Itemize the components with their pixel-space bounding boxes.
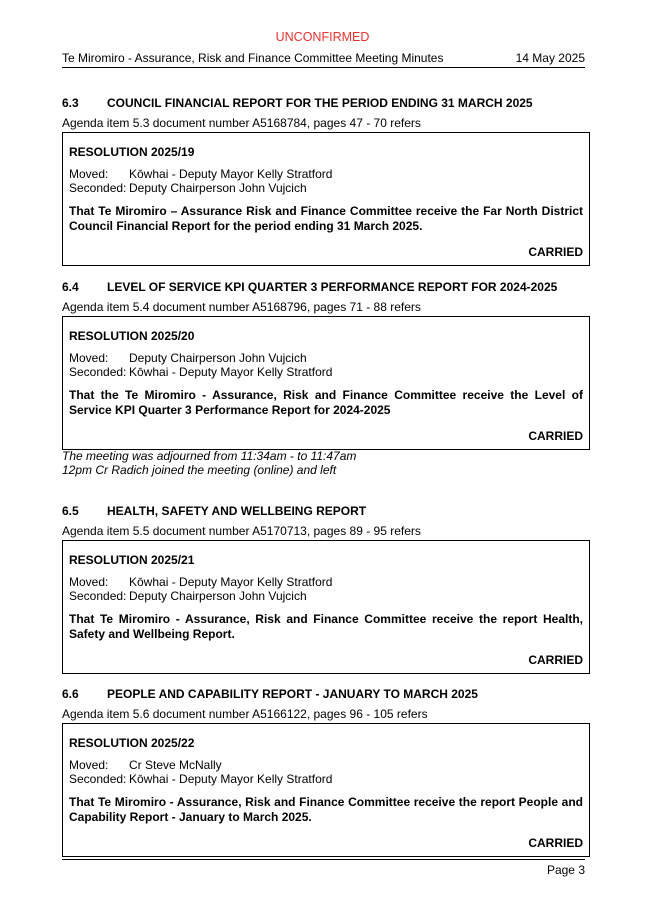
outcome: CARRIED [528,836,583,850]
moved-by: Deputy Chairperson John Vujcich [129,351,307,365]
note-line: 12pm Cr Radich joined the meeting (online) and left [62,463,337,477]
seconded-label: Seconded: [69,772,127,786]
section-title: LEVEL OF SERVICE KPI QUARTER 3 PERFORMANCE REPORT FOR 2024-2025 [107,280,558,294]
resolution-text: That Te Miromiro - Assurance, Risk and Finance Committee receive the report People and Capability Report - January to March 2025. [69,795,583,824]
outcome: CARRIED [528,429,583,443]
page-header [62,51,585,68]
resolution-box [62,540,590,674]
section-title: HEALTH, SAFETY AND WELLBEING REPORT [107,504,367,518]
header-title: Te Miromiro - Assurance, Risk and Finance Committee Meeting Minutes [62,51,444,65]
seconded-label: Seconded: [69,181,127,195]
section-heading [62,96,590,112]
moved-by: Cr Steve McNally [129,758,222,772]
section-number: 6.6 [62,687,79,701]
agenda-reference: Agenda item 5.3 document number A5168784, pages 47 - 70 refers [62,116,421,130]
section-6-5 [62,504,590,674]
resolution-text: That Te Miromiro - Assurance, Risk and Finance Committee receive the report Health, Safety and Wellbeing Report. [69,612,583,641]
moved-label: Moved: [69,758,109,772]
resolution-title: RESOLUTION 2025/20 [69,329,195,343]
section-heading [62,504,590,520]
agenda-reference: Agenda item 5.4 document number A5168796, pages 71 - 88 refers [62,300,421,314]
footer-divider [62,859,585,860]
section-number: 6.4 [62,280,79,294]
resolution-box [62,132,590,266]
agenda-reference: Agenda item 5.5 document number A5170713, pages 89 - 95 refers [62,524,421,538]
section-6-4 [62,280,590,450]
section-title: PEOPLE AND CAPABILITY REPORT - JANUARY TO MARCH 2025 [107,687,478,701]
seconded-label: Seconded: [69,365,127,379]
seconded-by: Kōwhai - Deputy Mayor Kelly Stratford [129,772,333,786]
seconded-label: Seconded: [69,589,127,603]
unconfirmed-watermark: UNCONFIRMED [275,30,370,44]
mover-block [69,351,583,379]
section-6-6 [62,687,590,857]
mover-block [69,167,583,195]
resolution-box [62,316,590,450]
section-title: COUNCIL FINANCIAL REPORT FOR THE PERIOD ENDING 31 MARCH 2025 [107,96,533,110]
agenda-reference: Agenda item 5.6 document number A5166122, pages 96 - 105 refers [62,707,428,721]
resolution-box [62,723,590,857]
seconded-by: Deputy Chairperson John Vujcich [129,589,307,603]
meeting-notes [62,449,356,477]
header-date: 14 May 2025 [515,51,585,65]
note-line: The meeting was adjourned from 11:34am - to 11:47am [62,449,357,463]
resolution-title: RESOLUTION 2025/22 [69,736,195,750]
moved-label: Moved: [69,575,109,589]
page-number: Page 3 [546,863,585,877]
section-6-3 [62,96,590,266]
moved-label: Moved: [69,351,109,365]
section-number: 6.3 [62,96,79,110]
resolution-title: RESOLUTION 2025/21 [69,553,195,567]
seconded-by: Kōwhai - Deputy Mayor Kelly Stratford [129,365,333,379]
resolution-title: RESOLUTION 2025/19 [69,145,195,159]
moved-by: Kōwhai - Deputy Mayor Kelly Stratford [129,575,333,589]
outcome: CARRIED [528,653,583,667]
section-number: 6.5 [62,504,79,518]
resolution-text: That Te Miromiro – Assurance Risk and Finance Committee receive the Far North District Council Financial Report for the period ending 31 March 2025. [69,204,583,233]
section-heading [62,280,590,296]
mover-block [69,575,583,603]
moved-label: Moved: [69,167,109,181]
outcome: CARRIED [528,245,583,259]
mover-block [69,758,583,786]
seconded-by: Deputy Chairperson John Vujcich [129,181,307,195]
section-heading [62,687,590,703]
resolution-text: That the Te Miromiro - Assurance, Risk and Finance Committee receive the Level of Service KPI Quarter 3 Performance Report for 2024-2025 [69,388,583,417]
moved-by: Kōwhai - Deputy Mayor Kelly Stratford [129,167,333,181]
